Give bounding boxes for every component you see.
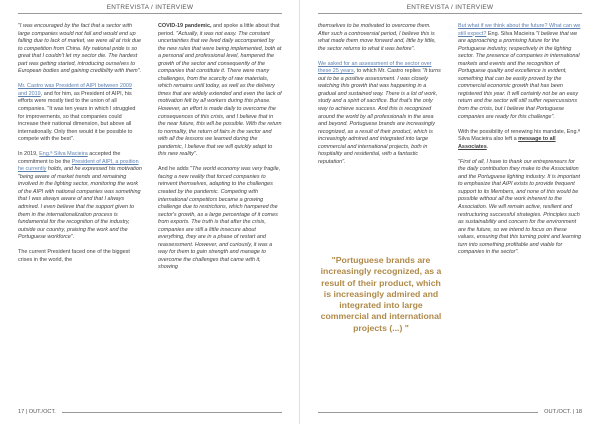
column-3 — [318, 23, 442, 174]
left-header-label: ENTREVISTA / INTERVIEW — [106, 3, 194, 11]
column-1 — [18, 23, 142, 272]
left-header-rule — [18, 13, 282, 14]
right-page — [300, 0, 600, 424]
col1-paragraph-3: In 2019, Eng.ª Silva Macieira accepted the commitment to be the President of AIPI, a position he currently holds, and he expressed his motivation "being aware of market trends and remaining involved in the lighting sector, monitoring the work of the AIPI with national companies was something that I was always aware of and that I always admired. I even believe that the support given to them in the internationalization process is fundamental for the recognition of the industry, outside our country, praising the work and the Portuguese workforce". — [18, 151, 142, 241]
associates-message-link[interactable]: message to all Associates — [458, 136, 556, 150]
col2-paragraph-2: And he adds "The world economy was very fragile, facing a new reality that forced companies to reinvent themselves, adapting to the challenges created by the pandemic. Competing with international competitors became a growing challenge due to restrictions, which hampered the sector's growth, as a large percentage of it comes from exports. The truth is that after the crisis, companies are still a little insecure about everything, they are in a phase of restart and reassessment. However, and curiously, it was a way for them to gain strength and manage to overcome the challenges that came with it, showing — [158, 166, 281, 271]
silva-macieira-link[interactable]: Eng.ª Silva Macieira — [39, 151, 88, 158]
col1-paragraph-1: "I was encouraged by the fact that a sector with large companies would not fail and would end up falling due to lack of market, we were all at risk due to competition from China. My national pride is so great that I couldn't let my sector die. The hardest part was getting started, introducing ourselves to European bodies and gaining credibility with them". — [18, 23, 142, 75]
left-page-number: 17 | OUT./OCT. — [18, 409, 56, 415]
col4-paragraph-1: But what if we think about the future? What can we still expect? Eng. Silva Macieira "I believe that we are approaching a promising future for the Portuguese industry, respectively in the lighting sector. The presence of companies in international markets and events and the recognition of Portuguese quality and excellence is evident, something that can be easily proved by the commercial economic growth that has been registered this year. It will certainly not be an easy return and the sector will still suffer repercussions from the crisis, but I believe that Portuguese companies are ready for this challenge". — [458, 23, 581, 120]
left-page-footer — [18, 409, 282, 415]
sector-assessment-link[interactable]: We asked for an assessment of the sector over these 25 years — [318, 60, 432, 75]
future-question-link[interactable]: But what if we think about the future? What can we still expect? — [458, 23, 581, 37]
right-header-label: ENTREVISTA / INTERVIEW — [406, 3, 494, 11]
right-page-footer — [318, 409, 582, 415]
col1-paragraph-4: The current President faced one of the biggest crises in the world, the — [18, 249, 130, 263]
col4-paragraph-3: "First of all, I have to thank our entrepreneurs for the daily contribution they make to the Association and the Portuguese lighting industry. It is important to emphasize that AIPI exists to provide frequent support to its Members, and none of this would be possible without all the work inherent to the Association. We will remain active, resilient and restructuring successful strategies. Principles such as sustainability and concern for the environment are the future, so we intend to focus on these values, ensuring that this turning point and learning turn into something profitable and viable for companies in the sector". — [458, 158, 582, 256]
right-footer-rule — [318, 412, 538, 413]
col1-paragraph-2: Mr. Castro was President of AIPI between 2009 and 2019, and for him, as President of AIPI, his efforts were mostly tied to the union of all companies. "It was ten years in which I struggled for improvements, so that companies could increase their national dimension, but above all internationally. Only then would it be possible to compete with the best". — [18, 83, 136, 143]
right-header-rule — [318, 13, 582, 14]
left-footer-rule — [62, 412, 282, 413]
pull-quote: "Portuguese brands are increasingly recognized, as a result of their product, which is increasingly admired and integrated into large commercial and international projects (...) " — [320, 255, 442, 333]
castro-president-link[interactable]: Mr. Castro was President of AIPI between 2009 and 2019 — [18, 83, 132, 97]
col3-paragraph-2: We asked for an assessment of the sector over these 25 years, to which Mr. Castro replies "It turns out to be a positive assessment. I was closely watching this growth that was happening in a gradual and sustained way. There is a lot of work, study and a spirit of sacrifice. But that's the only way to achieve success. And this is recognized around the world by all professionals in the area and beyond. Portuguese brands are increasingly recognized, as a result of their product, which is increasingly admired and integrated into large commercial and international projects, both in hospitality and residential, with a fantastic reputation". — [318, 60, 441, 165]
left-page-header — [18, 0, 282, 14]
col2-paragraph-1: COVID-19 pandemic, and spoke a little about that period. "Actually, it was not easy. The constant uncertainties that we lived daily accompanied by the new rules that were being implemented, both at a personal and professional level, hampered the growth of the sector and consequently of the companies that constitute it. There were many challenges, from the scarcity of raw materials, which remains until today, as well as the delivery times that are widely extended and even the lack of motivation felt by all workers during this phase. However, an effort is made daily to overcome the consequences of this crisis, and I believe that in the near future, this will be possible. With the return to normality, the return of fairs in the sector and with all the lessons we learned during the pandemic, I believe that we will quickly adapt to this new reality". — [158, 23, 282, 158]
right-page-number: OUT./OCT. | 18 — [544, 409, 582, 415]
aipi-position-link[interactable]: President of AIPI, a position he currently — [18, 158, 139, 173]
column-2 — [158, 23, 282, 280]
col3-paragraph-1: themselves to be motivated to overcome them. After such a controversial period, I believe this is what made them move forward and, little by little, the sector returns to what it was before". — [318, 23, 436, 52]
right-page-header — [318, 0, 582, 14]
col4-paragraph-2: With the possibility of renewing his mandate, Eng.ª Silva Macieira also left a message to all Associates. — [458, 128, 581, 150]
column-4 — [458, 23, 582, 264]
